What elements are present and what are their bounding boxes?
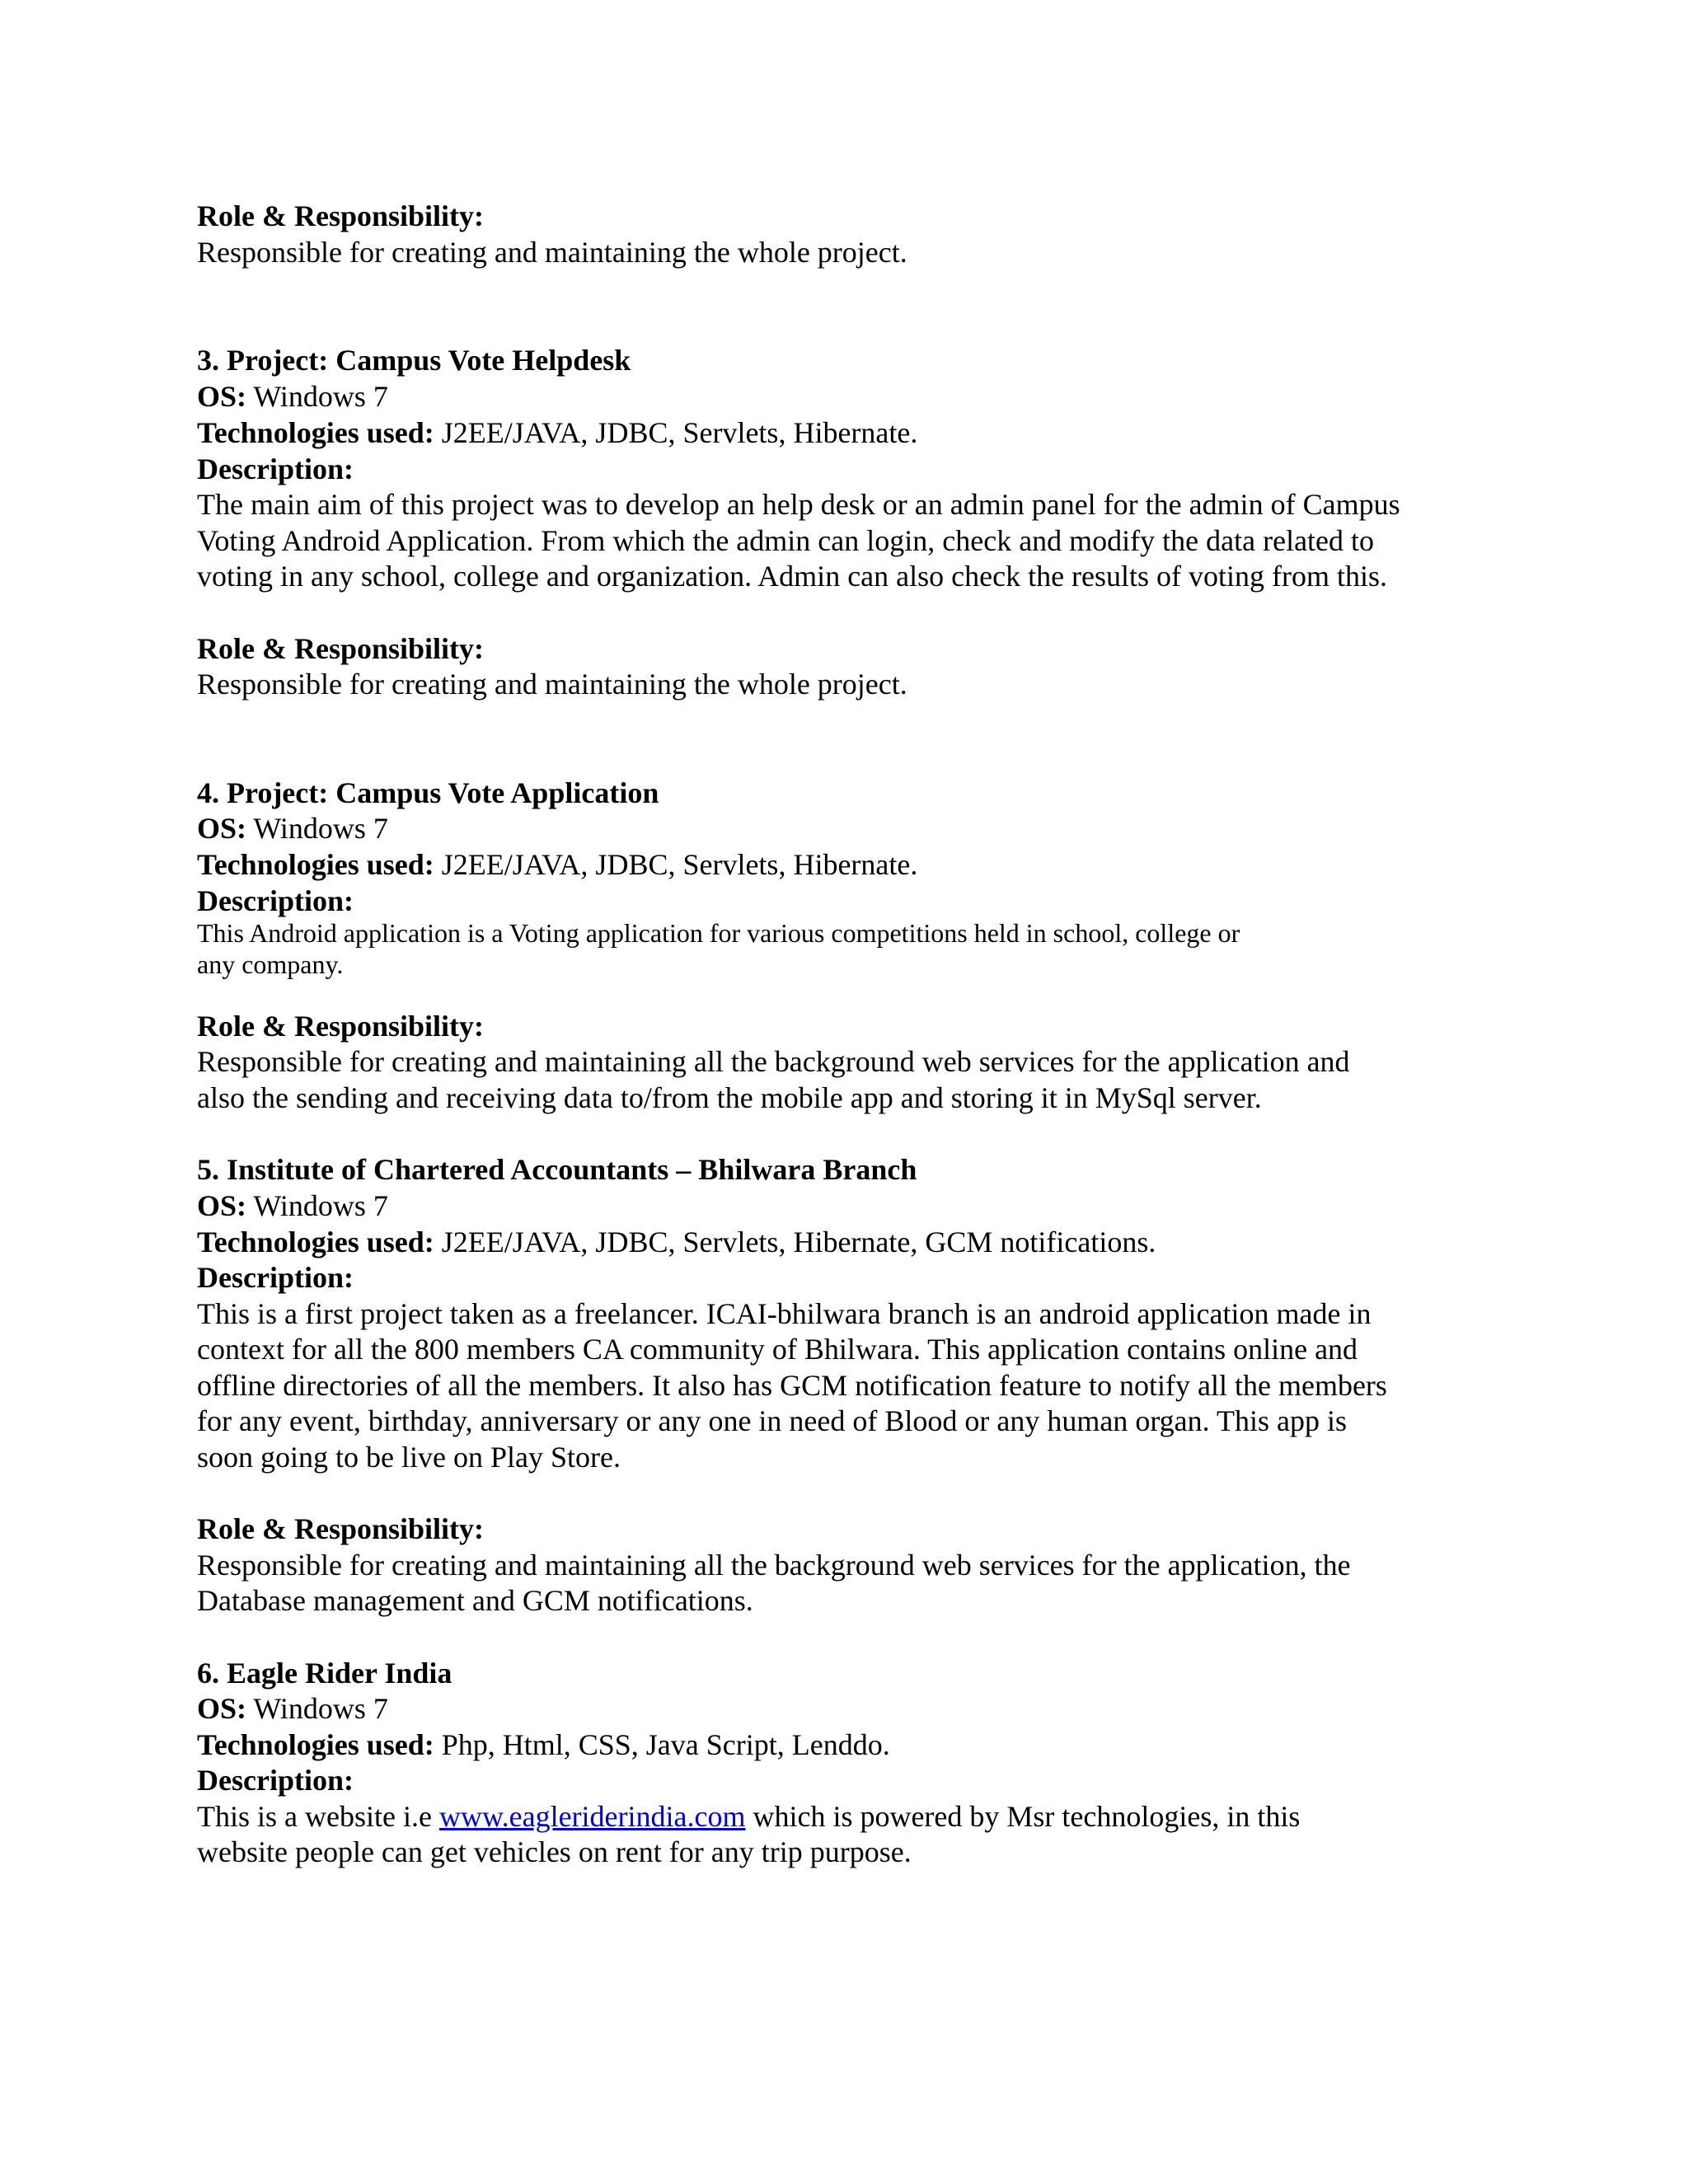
role-text: Responsible for creating and maintaining all the background web services for the application, the <box>197 1549 1351 1582</box>
role-text: Responsible for creating and maintaining the whole project. <box>197 668 907 701</box>
os-value: Windows 7 <box>246 812 388 845</box>
os-value: Windows 7 <box>246 380 388 413</box>
tech-label: Technologies used: <box>197 416 434 449</box>
role-text: also the sending and receiving data to/from the mobile app and storing it in MySql server. <box>197 1081 1262 1114</box>
description-text: This is a website i.e <box>197 1800 439 1833</box>
tech-label: Technologies used: <box>197 848 434 881</box>
tech-label: Technologies used: <box>197 1226 434 1258</box>
tech-line <box>197 846 917 883</box>
description-line: for any event, birthday, anniversary or any one in need of Blood or any human organ. This app is <box>197 1404 1347 1437</box>
description-line: soon going to be live on Play Store. <box>197 1441 621 1474</box>
project-title: 6. Eagle Rider India <box>197 1657 452 1690</box>
description-label: Description: <box>197 1764 354 1797</box>
description-line: offline directories of all the members. It also has GCM notification feature to notify all the members <box>197 1369 1387 1402</box>
os-value: Windows 7 <box>246 1189 388 1222</box>
os-label: OS: <box>197 812 247 845</box>
tech-line <box>197 1727 890 1763</box>
tech-value: J2EE/JAVA, JDBC, Servlets, Hibernate, GCM notifications. <box>434 1226 1156 1258</box>
os-line <box>197 1188 388 1224</box>
description-line: This Android application is a Voting application for various competitions held in school, college or <box>197 918 1240 948</box>
os-value: Windows 7 <box>246 1692 388 1725</box>
description-line: Voting Android Application. From which the admin can login, check and modify the data related to <box>197 524 1375 557</box>
role-heading: Role & Responsibility: <box>197 199 485 232</box>
description-line: This is a first project taken as a freelancer. ICAI-bhilwara branch is an android application made in <box>197 1297 1372 1330</box>
role-text: Responsible for creating and maintaining all the background web services for the application and <box>197 1045 1350 1078</box>
description-line: The main aim of this project was to develop an help desk or an admin panel for the admin of Campus <box>197 488 1400 521</box>
description-label: Description: <box>197 884 354 917</box>
tech-value: J2EE/JAVA, JDBC, Servlets, Hibernate. <box>434 848 918 881</box>
tech-value: Php, Html, CSS, Java Script, Lenddo. <box>434 1728 890 1761</box>
role-heading: Role & Responsibility: <box>197 1512 485 1545</box>
description-line: website people can get vehicles on rent for any trip purpose. <box>197 1835 912 1868</box>
role-text: Responsible for creating and maintaining the whole project. <box>197 236 907 269</box>
description-line: context for all the 800 members CA community of Bhilwara. This application contains online and <box>197 1333 1358 1366</box>
role-heading: Role & Responsibility: <box>197 632 485 665</box>
description-label: Description: <box>197 1261 354 1294</box>
os-line <box>197 378 388 415</box>
tech-line <box>197 1224 1156 1260</box>
os-label: OS: <box>197 380 247 413</box>
project-title: 5. Institute of Chartered Accountants – Bhilwara Branch <box>197 1153 917 1186</box>
os-label: OS: <box>197 1189 247 1222</box>
project-title: 3. Project: Campus Vote Helpdesk <box>197 344 631 377</box>
role-heading: Role & Responsibility: <box>197 1010 485 1043</box>
project-title: 4. Project: Campus Vote Application <box>197 776 659 809</box>
description-line <box>197 1798 1300 1835</box>
description-label: Description: <box>197 452 354 485</box>
description-line: any company. <box>197 949 344 979</box>
os-line <box>197 810 388 846</box>
tech-label: Technologies used: <box>197 1728 434 1761</box>
os-line <box>197 1690 388 1727</box>
description-text: which is powered by Msr technologies, in this <box>745 1800 1301 1833</box>
role-text: Database management and GCM notifications. <box>197 1584 753 1617</box>
website-link[interactable]: www.eagleriderindia.com <box>438 1800 746 1833</box>
tech-value: J2EE/JAVA, JDBC, Servlets, Hibernate. <box>434 416 918 449</box>
tech-line <box>197 415 917 451</box>
description-line: voting in any school, college and organization. Admin can also check the results of voting from this. <box>197 560 1388 593</box>
os-label: OS: <box>197 1692 247 1725</box>
